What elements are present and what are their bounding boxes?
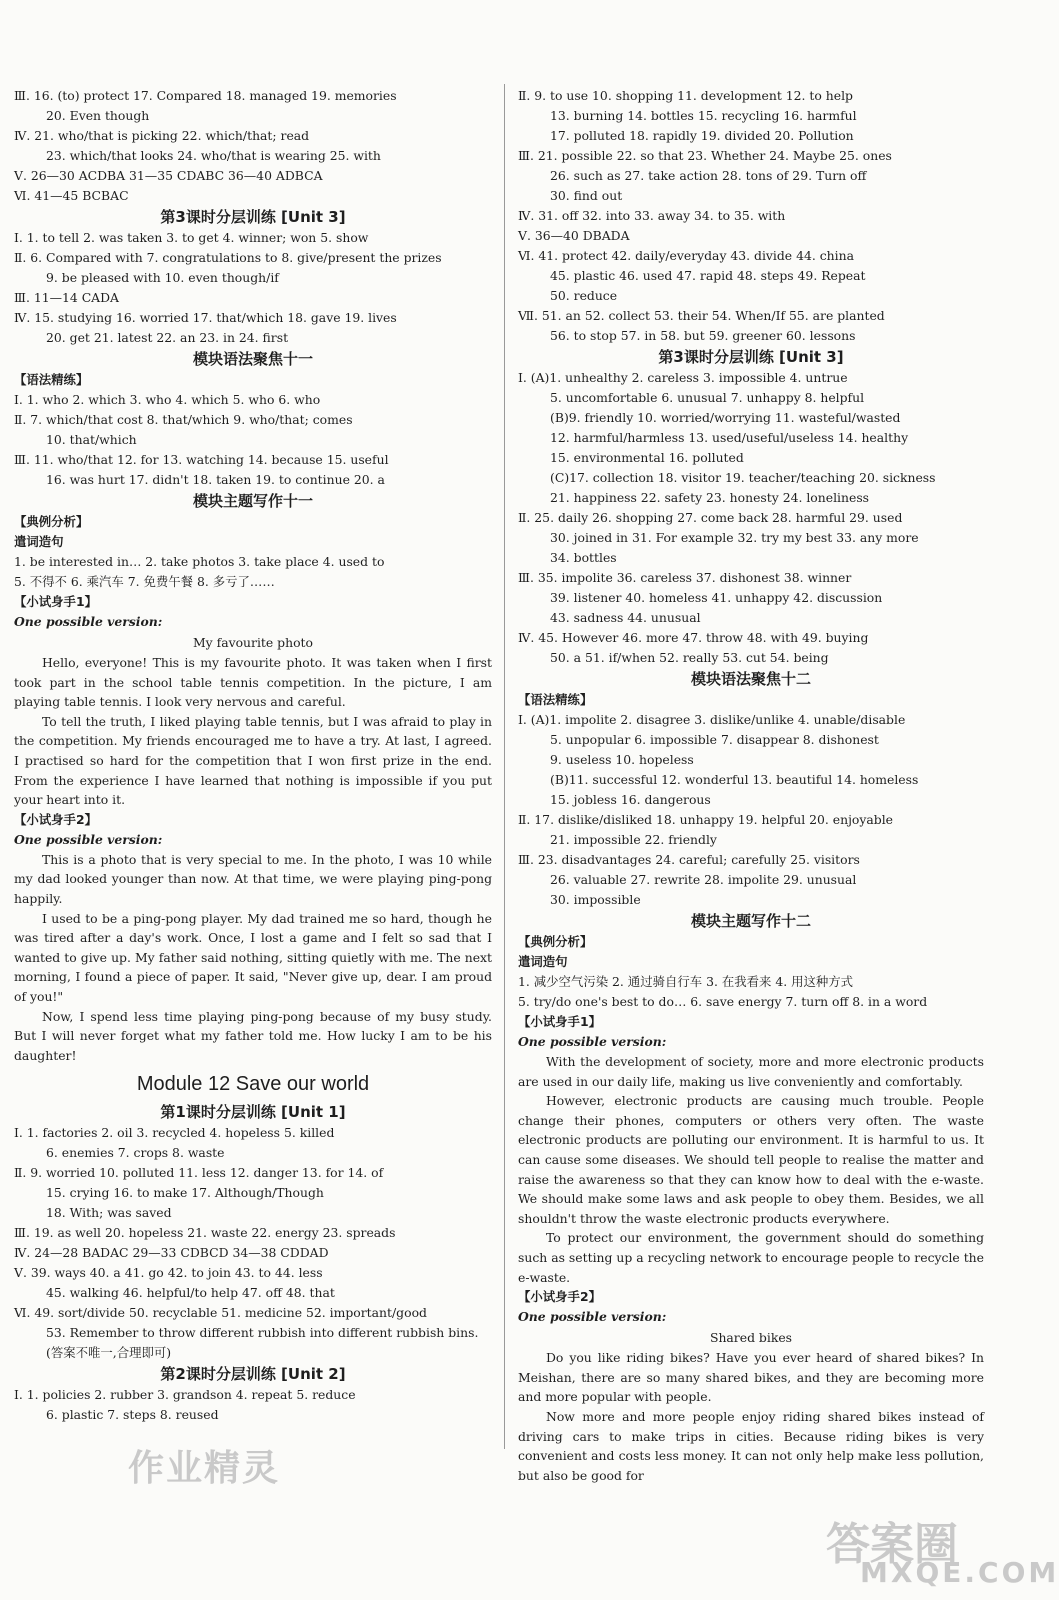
essay-paragraph: To protect our environment, the government should do something such as setting up a recycling network to encourage people to recycle the e-waste. — [518, 1230, 984, 1285]
answer-line: Ⅶ. 51. an 52. collect 53. their 54. When/If 55. are planted — [518, 308, 885, 323]
section-tag: 【小试身手1】 — [518, 1014, 601, 1029]
answer-line: 1. 减少空气污染 2. 通过骑自行车 3. 在我看来 4. 用这种方式 — [518, 974, 854, 989]
answer-line: Ⅵ. 41—45 BCBAC — [14, 188, 129, 203]
section-heading: 第1课时分层训练 [Unit 1] — [160, 1103, 346, 1122]
watermark-url: MXQE.COM — [860, 1556, 1059, 1589]
section-tag: 【小试身手1】 — [14, 594, 97, 609]
answer-line: 34. bottles — [550, 550, 617, 565]
essay-paragraph: Now more and more people enjoy riding shared bikes instead of driving cars to make trips in cities. Because riding bikes is very convenient and costs less money. It can not only help make less pollution, but also be good for — [518, 1408, 984, 1483]
section-heading: 模块语法聚焦十二 — [690, 670, 811, 688]
module-title: Module 12 Save our world — [136, 1073, 370, 1096]
answer-line: 53. Remember to throw different rubbish into different rubbish bins. — [46, 1325, 479, 1341]
answer-line: 30. impossible — [550, 892, 641, 907]
answer-line: Ⅵ. 41. protect 42. daily/everyday 43. divide 44. china — [518, 248, 854, 263]
section-heading: 第3课时分层训练 [Unit 3] — [658, 348, 844, 366]
answer-line: Ⅲ. 19. as well 20. hopeless 21. waste 22. energy 23. spreads — [14, 1225, 396, 1241]
answer-line: 26. such as 27. take action 28. tons of 29. Turn off — [550, 168, 867, 183]
essay-paragraph: I used to be a ping-pong player. My dad trained me so hard, though he was tired after a day's work. Once, I lost a game and I felt so sad that I wanted to give up. My father said nothing, sitting quietly with me. The next morning, I found a piece of paper. It said, "Never give up, dear. I am proud of you!" — [14, 910, 492, 1004]
answer-line: 21. happiness 22. safety 23. honesty 24. loneliness — [550, 490, 870, 505]
answer-line: Ⅴ. 39. ways 40. a 41. go 42. to join 43. to 44. less — [14, 1265, 323, 1281]
answer-line: 6. plastic 7. steps 8. reused — [46, 1407, 219, 1423]
answer-line: Ⅱ. 17. dislike/disliked 18. unhappy 19. helpful 20. enjoyable — [518, 812, 893, 827]
answer-line: 9. useless 10. hopeless — [550, 752, 694, 767]
answer-line: 30. joined in 31. For example 32. try my best 33. any more — [550, 530, 919, 545]
answer-line: Ⅰ. (A)1. unhealthy 2. careless 3. impossible 4. untrue — [518, 370, 848, 385]
section-tag: 【小试身手2】 — [14, 811, 97, 827]
grammar-answers — [14, 390, 492, 490]
unit2-answers-continued — [14, 86, 492, 206]
version-label: One possible version: — [518, 1309, 667, 1325]
answer-line: Ⅱ. 25. daily 26. shopping 27. come back 28. harmful 29. used — [518, 510, 903, 525]
section-tag: 【典例分析】 — [518, 934, 593, 949]
right-column — [518, 86, 984, 1485]
answer-line: 30. find out — [550, 188, 623, 203]
essay-paragraph: To tell the truth, I liked playing table tennis, but I was afraid to play in the competition. My friends encouraged me to have a try. At last, I agreed. I practised so hard for the competition that I won first prize in the end. From the experience I have learned that nothing is impossible if you put your heart into it. — [14, 713, 492, 808]
answer-line: Ⅲ. 35. impolite 36. careless 37. dishonest 38. winner — [518, 570, 852, 585]
answer-line: Ⅴ. 36—40 DBADA — [518, 228, 630, 243]
section-tag: 【小试身手2】 — [518, 1289, 601, 1305]
answer-line: 18. With; was saved — [46, 1205, 172, 1221]
answer-line: Ⅲ. 21. possible 22. so that 23. Whether 24. Maybe 25. ones — [518, 148, 892, 163]
essay-paragraph: This is a photo that is very special to me. In the photo, I was 10 while my dad looked younger than now. At that time, we were playing ping-pong happily. — [14, 851, 492, 906]
answer-line: 15. crying 16. to make 17. Although/Though — [46, 1185, 324, 1201]
answer-line: 15. jobless 16. dangerous — [550, 792, 711, 807]
essay-paragraph: However, electronic products are causing much trouble. People change their phones, computers or others very often. The waste electronic products are polluting our environment. It is harmful to us. It can cause some diseases. We should tell people to realise the matter and raise the awareness so that they can know how to deal with the e-waste. We should make some laws and ask people to obey them. Besides, we all shouldn't throw the waste electronic products everywhere. — [518, 1093, 984, 1226]
answer-line: 39. listener 40. homeless 41. unhappy 42. discussion — [550, 590, 883, 605]
subsection-label: 遣词造句 — [14, 534, 64, 549]
answer-line: Ⅰ. 1. factories 2. oil 3. recycled 4. hopeless 5. killed — [14, 1125, 335, 1141]
answer-line: 45. plastic 46. used 47. rapid 48. steps 49. Repeat — [550, 268, 866, 283]
answer-line: (B)9. friendly 10. worried/worrying 11. wasteful/wasted — [550, 410, 901, 425]
answer-line: 20. Even though — [46, 108, 150, 123]
answer-line: 5. try/do one's best to do… 6. save energy 7. turn off 8. in a word — [518, 994, 928, 1009]
answer-line: Ⅲ. 16. (to) protect 17. Compared 18. managed 19. memories — [14, 88, 397, 103]
answer-line: (答案不唯一,合理即可) — [46, 1345, 172, 1361]
module12-unit3-answers — [518, 368, 984, 668]
answer-line: 1. be interested in… 2. take photos 3. take place 4. used to — [14, 554, 385, 569]
answer-line: 21. impossible 22. friendly — [550, 832, 717, 847]
section-heading: 第2课时分层训练 [Unit 2] — [160, 1365, 346, 1384]
answer-line: Ⅳ. 31. off 32. into 33. away 34. to 35. with — [518, 208, 786, 223]
answer-line: (C)17. collection 18. visitor 19. teacher/teaching 20. sickness — [550, 470, 936, 485]
answer-line: Ⅰ. 1. who 2. which 3. who 4. which 5. who 6. who — [14, 392, 321, 407]
watermark-text: 作业精灵 — [128, 1448, 281, 1489]
section-heading: 模块主题写作十二 — [690, 912, 811, 930]
answer-line: Ⅱ. 9. to use 10. shopping 11. development 12. to help — [518, 88, 853, 103]
essay-title: Shared bikes — [709, 1330, 793, 1346]
essay-title: My favourite photo — [193, 635, 313, 650]
answer-line: Ⅳ. 45. However 46. more 47. throw 48. with 49. buying — [518, 630, 869, 645]
answer-line: 50. a 51. if/when 52. really 53. cut 54. being — [550, 650, 829, 665]
section-heading: 第3课时分层训练 [Unit 3] — [160, 208, 346, 226]
answer-line: 5. unpopular 6. impossible 7. disappear 8. dishonest — [550, 732, 879, 747]
answer-line: Ⅱ. 9. worried 10. polluted 11. less 12. danger 13. for 14. of — [14, 1165, 384, 1181]
answer-line: Ⅰ. 1. policies 2. rubber 3. grandson 4. repeat 5. reduce — [14, 1387, 356, 1403]
version-label: One possible version: — [14, 831, 163, 847]
answer-line: Ⅲ. 23. disadvantages 24. careful; carefully 25. visitors — [518, 852, 860, 867]
answer-line: 50. reduce — [550, 288, 618, 303]
answer-line: Ⅰ. (A)1. impolite 2. disagree 3. dislike/unlike 4. unable/disable — [518, 712, 906, 727]
answer-line: 56. to stop 57. in 58. but 59. greener 60. lessons — [550, 328, 856, 343]
column-divider — [504, 84, 505, 1449]
answer-line: Ⅵ. 49. sort/divide 50. recyclable 51. medicine 52. important/good — [14, 1305, 427, 1321]
section-tag: 【典例分析】 — [14, 514, 89, 529]
answer-line: 13. burning 14. bottles 15. recycling 16. harmful — [550, 108, 857, 123]
answer-line: 26. valuable 27. rewrite 28. impolite 29. unusual — [550, 872, 857, 887]
answer-line: Ⅲ. 11—14 CADA — [14, 290, 119, 305]
section-tag: 【语法精练】 — [518, 692, 593, 707]
answer-line: 17. polluted 18. rapidly 19. divided 20. Pollution — [550, 128, 854, 143]
answer-line: 5. uncomfortable 6. unusual 7. unhappy 8. helpful — [550, 390, 865, 405]
version-label: One possible version: — [518, 1034, 667, 1049]
answer-line: 10. that/which — [46, 432, 137, 447]
answer-line: Ⅳ. 15. studying 16. worried 17. that/which 18. gave 19. lives — [14, 310, 397, 325]
answer-line: Ⅱ. 6. Compared with 7. congratulations to 8. give/present the prizes — [14, 250, 442, 265]
answer-line: 16. was hurt 17. didn't 18. taken 19. to continue 20. a — [46, 472, 385, 487]
answer-line: Ⅱ. 7. which/that cost 8. that/which 9. who/that; comes — [14, 412, 353, 427]
answer-line: 23. which/that looks 24. who/that is wearing 25. with — [46, 148, 381, 163]
essay-paragraph: Now, I spend less time playing ping-pong because of my busy study. But I will never forget what my father told me. How lucky I am to be his daughter! — [14, 1008, 492, 1063]
answer-line: 15. environmental 16. polluted — [550, 450, 744, 465]
answer-line: (B)11. successful 12. wonderful 13. beautiful 14. homeless — [550, 772, 919, 787]
section-tag: 【语法精练】 — [14, 372, 89, 387]
answer-line: Ⅳ. 24—28 BADAC 29—33 CDBCD 34—38 CDDAD — [14, 1245, 329, 1261]
module12-unit2-answers — [518, 86, 984, 346]
unit3-answers — [14, 228, 492, 348]
left-column — [14, 86, 492, 1425]
answer-line: 9. be pleased with 10. even though/if — [46, 270, 279, 285]
answer-line: 6. enemies 7. crops 8. waste — [46, 1145, 225, 1161]
essay-paragraph: With the development of society, more and more electronic products are used in our daily life, making us live conveniently and comfortably. — [518, 1054, 984, 1089]
version-label: One possible version: — [14, 614, 163, 629]
answer-line: 5. 不得不 6. 乘汽车 7. 免费午餐 8. 多亏了…… — [14, 574, 275, 589]
answer-line: 45. walking 46. helpful/to help 47. off 48. that — [46, 1285, 335, 1301]
section-heading: 模块主题写作十一 — [192, 492, 313, 510]
grammar-answers — [518, 710, 984, 910]
answer-line: 43. sadness 44. unusual — [550, 610, 701, 625]
subsection-label: 遣词造句 — [518, 954, 568, 969]
answer-line: Ⅰ. 1. to tell 2. was taken 3. to get 4. winner; won 5. show — [14, 230, 369, 245]
answer-line: Ⅳ. 21. who/that is picking 22. which/that; read — [14, 128, 310, 143]
section-heading: 模块语法聚焦十一 — [192, 350, 313, 368]
essay-paragraph: Do you like riding bikes? Have you ever heard of shared bikes? In Meishan, there are so many shared bikes, and they are becoming more and more popular with people. — [518, 1350, 984, 1405]
answer-line: Ⅴ. 26—30 ACDBA 31—35 CDABC 36—40 ADBCA — [14, 168, 323, 183]
answer-line: Ⅲ. 11. who/that 12. for 13. watching 14. because 15. useful — [14, 452, 389, 467]
watermark-logo: 答案圈 — [826, 1519, 958, 1570]
module12-unit1-answers — [14, 1123, 492, 1363]
answer-line: 20. get 21. latest 22. an 23. in 24. first — [46, 330, 289, 345]
essay-paragraph: Hello, everyone! This is my favourite photo. It was taken when I first took part in the school table tennis competition. In the picture, I am playing table tennis. I look very nervous and careful. — [14, 655, 492, 710]
answer-line: 12. harmful/harmless 13. used/useful/useless 14. healthy — [550, 430, 909, 445]
